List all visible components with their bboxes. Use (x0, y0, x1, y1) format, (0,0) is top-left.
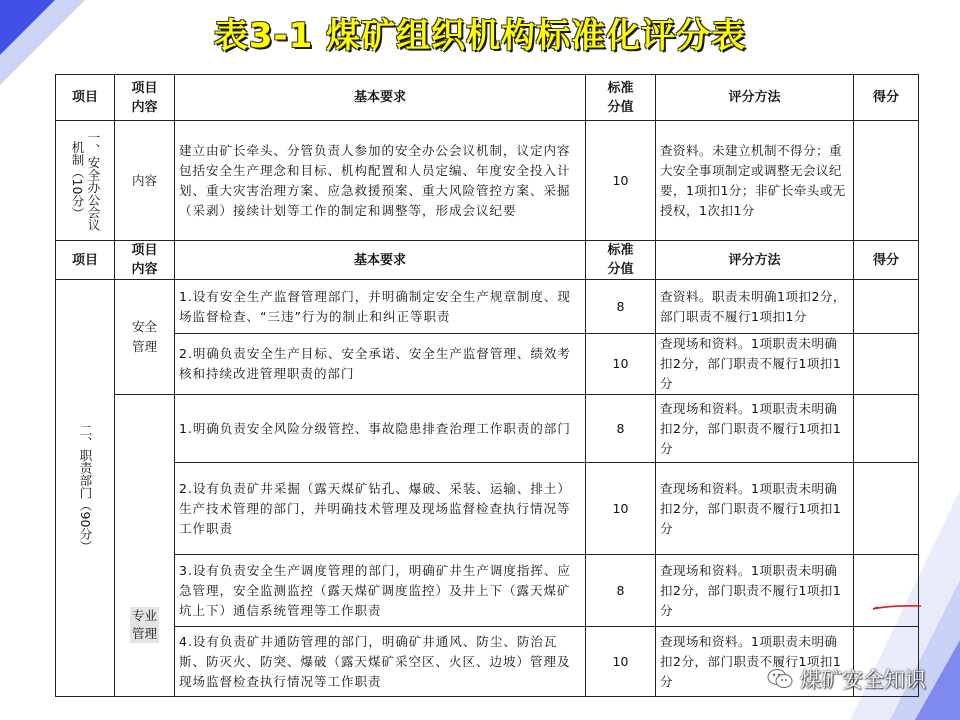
wechat-icon (766, 667, 794, 691)
table-row (56, 463, 919, 555)
header-method: 评分方法 (656, 75, 854, 121)
row-score: 10 (586, 463, 656, 555)
header-method: 评分方法 (656, 241, 854, 280)
table-header-row (56, 75, 919, 121)
row-score: 8 (586, 555, 656, 627)
row-method: 查现场和资料。1项职责未明确扣2分，部门职责不履行1项扣1分 (656, 627, 854, 697)
row-method: 查现场和资料。1项职责未明确扣2分，部门职责不履行1项扣1分 (656, 334, 854, 395)
row-method: 查现场和资料。1项职责未明确扣2分，部门职责不履行1项扣1分 (656, 463, 854, 555)
header-earned: 得分 (854, 75, 919, 121)
row-score: 8 (586, 395, 656, 463)
row-score: 10 (586, 334, 656, 395)
row-earned (854, 395, 919, 463)
section1-score: 10 (586, 121, 656, 241)
row-method: 查现场和资料。1项职责未明确扣2分，部门职责不履行1项扣1分 (656, 395, 854, 463)
table-row (56, 395, 919, 463)
row-earned (854, 334, 919, 395)
section1-requirement: 建立由矿长牵头、分管负责人参加的安全办公会议机制，议定内容包括安全生产理念和目标、机构配置和人员定编、年度安全投入计划、重大灾害治理方案、应急救援预案、重大风险管控方案、采掘（采剥）接续计划等工作的制定和调整等，形成会议纪要 (175, 121, 586, 241)
row-score: 8 (586, 280, 656, 334)
section1-method: 查资料。未建立机制不得分；重大安全事项制定或调整无会议纪要，1项扣1分；非矿长牵头或无授权，1次扣1分 (656, 121, 854, 241)
row-requirement: 2.设有负责矿井采掘（露天煤矿钻孔、爆破、采装、运输、排土）生产技术管理的部门，并明确技术管理及现场监督检查执行情况等工作职责 (175, 463, 586, 555)
table-header-row-repeat (56, 241, 919, 280)
row-earned (854, 463, 919, 555)
header-score: 标准 分值 (586, 241, 656, 280)
section2-item: 二、职责部门（90分） (56, 280, 115, 697)
row-score: 10 (586, 627, 656, 697)
row-requirement: 2.明确负责安全生产目标、安全承诺、安全生产监督管理、绩效考核和持续改进管理职责的部门 (175, 334, 586, 395)
section2-sub-safety: 安全 管理 (115, 280, 175, 395)
header-requirement: 基本要求 (175, 241, 586, 280)
row-requirement: 3.设有负责安全生产调度管理的部门，明确矿井生产调度指挥、应急管理，安全监测监控（露天煤矿调度监控）及井上下（露天煤矿坑上下）通信系统管理等工作职责 (175, 555, 586, 627)
row-requirement: 1.设有安全生产监督管理部门，并明确制定安全生产规章制度、现场监督检查、“三违”行为的制止和纠正等职责 (175, 280, 586, 334)
section1-content: 内容 (115, 121, 175, 241)
header-requirement: 基本要求 (175, 75, 586, 121)
row-earned (854, 555, 919, 627)
page-title: 表3-1 煤矿组织机构标准化评分表 (213, 16, 747, 56)
watermark-text: 煤矿安全知识 (800, 668, 926, 692)
row-earned (854, 280, 919, 334)
section1-item: 一、安全办公会议机制（10分） (56, 121, 115, 241)
table-row (56, 334, 919, 395)
row-method: 查现场和资料。1项职责未明确扣2分，部门职责不履行1项扣1分 (656, 555, 854, 627)
row-requirement: 4.设有负责矿井通防管理的部门，明确矿井通风、防尘、防治瓦斯、防灭火、防突、爆破（露天煤矿采空区、火区、边坡）管理及现场监督检查执行情况等工作职责 (175, 627, 586, 697)
row-method: 查资料。职责未明确1项扣2分，部门职责不履行1项扣1分 (656, 280, 854, 334)
header-content: 项目 内容 (115, 75, 175, 121)
red-annotation-mark (872, 604, 922, 612)
scoring-table (55, 74, 919, 697)
header-earned: 得分 (854, 241, 919, 280)
header-item: 项目 (56, 241, 115, 280)
section1-earned (854, 121, 919, 241)
row-requirement: 1.明确负责安全风险分级管控、事故隐患排查治理工作职责的部门 (175, 395, 586, 463)
table-row (56, 280, 919, 334)
professional-label: 专业 管理 (131, 608, 157, 641)
table-row (56, 121, 919, 241)
watermark (766, 664, 926, 694)
table-row (56, 555, 919, 627)
header-score: 标准 分值 (586, 75, 656, 121)
header-content: 项目 内容 (115, 241, 175, 280)
header-item: 项目 (56, 75, 115, 121)
section2-sub-professional (115, 395, 175, 697)
